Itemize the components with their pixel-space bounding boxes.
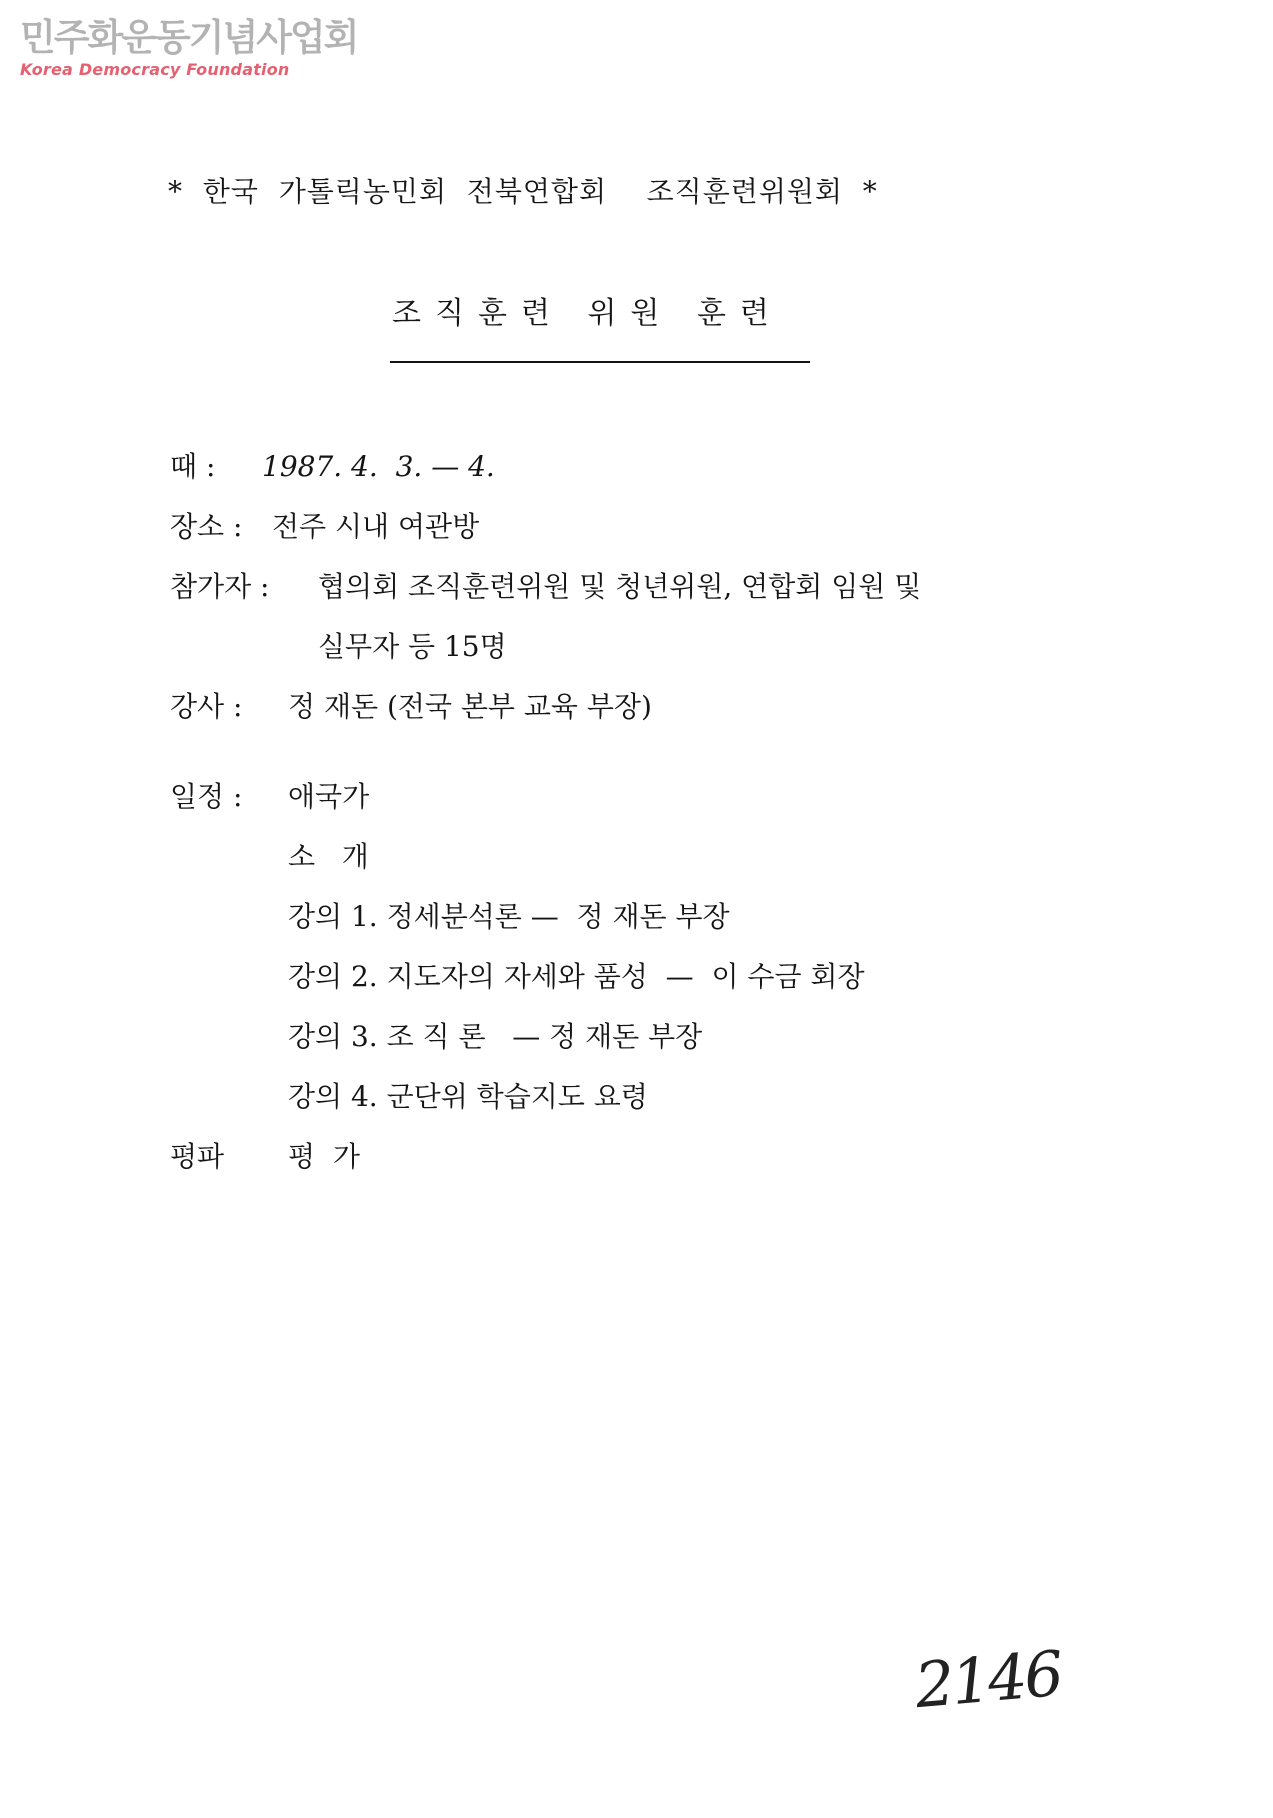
place-value: 전주 시내 여관방 xyxy=(272,510,480,543)
title-underline xyxy=(390,361,810,363)
schedule-item: 애국가 xyxy=(288,780,370,813)
document-title: 조직훈련 위원 훈련 xyxy=(392,296,783,331)
handwritten-number: 2146 xyxy=(912,1636,1064,1723)
organization-line: * 한국 가톨릭농민회 전북연합회 조직훈련위원회 * xyxy=(168,175,878,208)
schedule-label: 일정 : xyxy=(170,780,243,813)
participants-line-1: 협의회 조직훈련위원 및 청년위원, 연합회 임원 및 xyxy=(318,570,922,603)
watermark-korean: 민주화운동기념사업회 xyxy=(20,16,358,59)
closing-value: 평 가 xyxy=(288,1140,360,1173)
schedule-item: 강의 3. 조 직 론 — 정 재돈 부장 xyxy=(288,1020,703,1053)
schedule-item: 강의 2. 지도자의 자세와 품성 — 이 수금 회장 xyxy=(288,960,865,993)
when-label: 때 : xyxy=(170,450,216,483)
watermark-english: Korea Democracy Foundation xyxy=(20,60,290,79)
closing-label: 평파 xyxy=(170,1140,225,1173)
schedule-item: 강의 1. 정세분석론 — 정 재돈 부장 xyxy=(288,900,730,933)
participants-label: 참가자 : xyxy=(170,570,270,603)
schedule-item: 소 개 xyxy=(288,840,369,873)
lecturer-label: 강사 : xyxy=(170,690,243,723)
participants-line-2: 실무자 등 15명 xyxy=(318,630,507,663)
lecturer-value: 정 재돈 (전국 본부 교육 부장) xyxy=(288,690,652,723)
when-value: 1987. 4. 3. — 4. xyxy=(262,450,495,483)
place-label: 장소 : xyxy=(170,510,243,543)
schedule-item: 강의 4. 군단위 학습지도 요령 xyxy=(288,1080,648,1113)
foundation-watermark xyxy=(20,18,357,79)
